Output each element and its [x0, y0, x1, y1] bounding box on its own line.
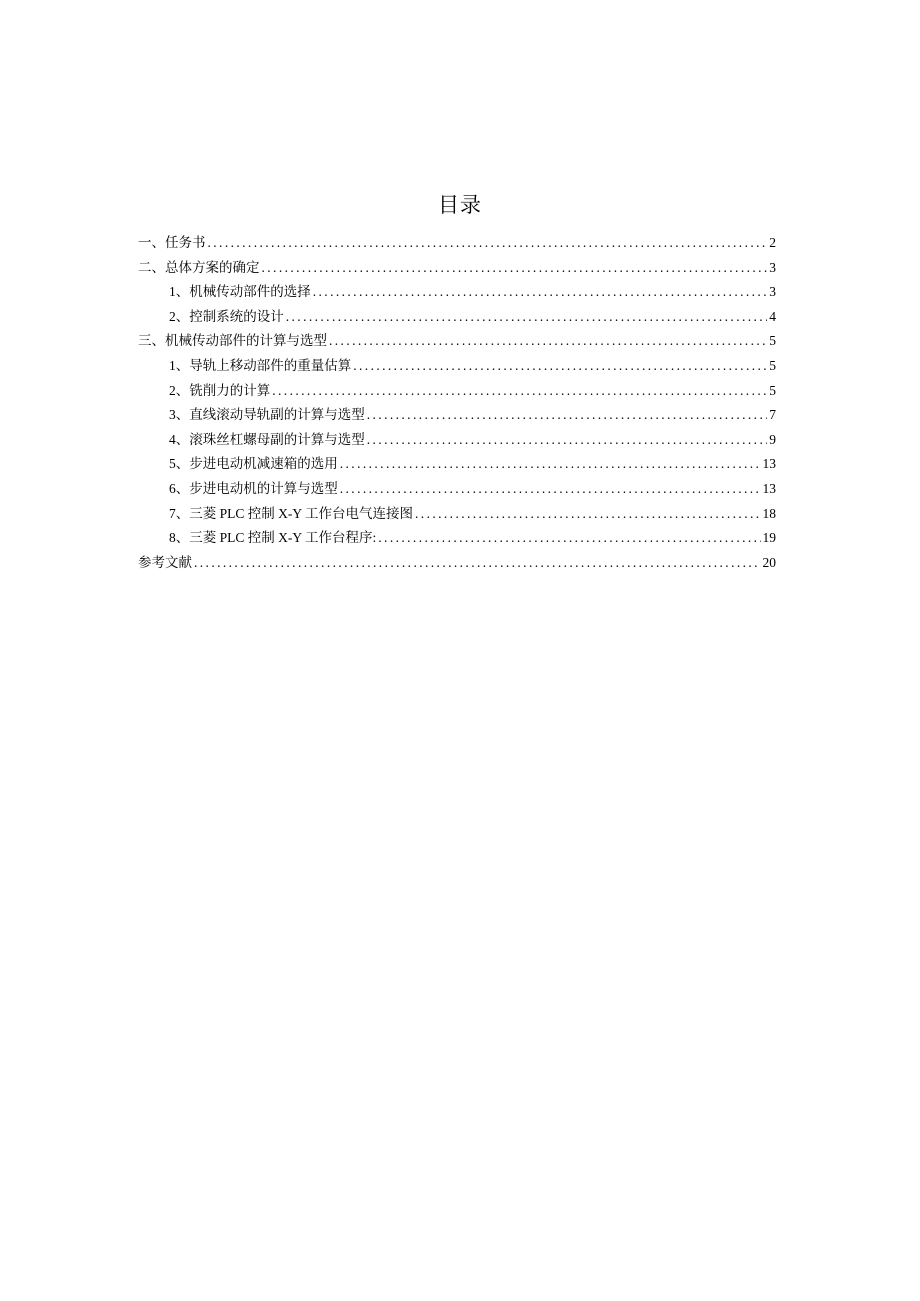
- toc-entry-page: 5: [769, 333, 776, 349]
- toc-dot-leader: [340, 478, 761, 500]
- toc-entry-label: 1、导轨上移动部件的重量估算: [169, 357, 352, 373]
- toc-dot-leader: [272, 380, 767, 402]
- toc-entry[interactable]: [138, 503, 776, 528]
- toc-entry[interactable]: [138, 478, 776, 503]
- toc-entry[interactable]: [138, 232, 776, 257]
- toc-entry-page: 5: [769, 357, 776, 373]
- toc-dot-leader: [286, 306, 768, 328]
- toc-entry-page: 3: [769, 284, 776, 300]
- toc-entry-label: 二、总体方案的确定: [138, 259, 260, 275]
- toc-entry[interactable]: [138, 355, 776, 380]
- toc-dot-leader: [378, 527, 760, 549]
- table-of-contents: [138, 232, 776, 576]
- toc-dot-leader: [208, 232, 768, 254]
- toc-entry-label: 三、机械传动部件的计算与选型: [138, 333, 327, 349]
- toc-entry-page: 19: [762, 530, 776, 546]
- toc-dot-leader: [367, 429, 768, 451]
- toc-entry-label: 3、直线滚动导轨副的计算与选型: [169, 407, 365, 423]
- toc-entry-page: 2: [769, 235, 776, 250]
- toc-entry-label: 一、任务书: [138, 235, 206, 250]
- toc-entry[interactable]: [138, 552, 776, 577]
- toc-dot-leader: [262, 257, 768, 279]
- toc-entry-label: 2、控制系统的设计: [169, 308, 284, 324]
- toc-entry-label: 6、步进电动机的计算与选型: [169, 480, 338, 496]
- toc-dot-leader: [353, 355, 767, 377]
- toc-entry-page: 13: [762, 456, 776, 472]
- toc-entry-page: 3: [769, 259, 776, 275]
- page-title: 目录: [438, 193, 482, 217]
- toc-entry-label: 5、步进电动机减速箱的选用: [169, 456, 338, 472]
- toc-entry[interactable]: [138, 330, 776, 355]
- toc-dot-leader: [415, 503, 760, 525]
- toc-entry-label: 8、三菱 PLC 控制 X-Y 工作台程序:: [169, 530, 377, 546]
- toc-entry-page: 13: [762, 480, 776, 496]
- toc-entry[interactable]: [138, 429, 776, 454]
- toc-entry[interactable]: [138, 257, 776, 282]
- toc-dot-leader: [367, 404, 768, 426]
- toc-entry-label: 4、滚珠丝杠螺母副的计算与选型: [169, 431, 365, 447]
- toc-entry-page: 4: [769, 308, 776, 324]
- toc-entry-page: 9: [769, 431, 776, 447]
- toc-dot-leader: [340, 453, 761, 475]
- toc-dot-leader: [313, 281, 768, 303]
- toc-entry-label: 7、三菱 PLC 控制 X-Y 工作台电气连接图: [169, 505, 414, 521]
- toc-entry[interactable]: [138, 306, 776, 331]
- toc-entry[interactable]: [138, 527, 776, 552]
- toc-dot-leader: [329, 330, 767, 352]
- toc-dot-leader: [194, 552, 761, 574]
- toc-entry-page: 18: [762, 505, 776, 521]
- toc-entry-page: 7: [769, 407, 776, 423]
- toc-entry-label: 参考文献: [138, 554, 192, 570]
- toc-entry[interactable]: [138, 404, 776, 429]
- toc-entry-page: 20: [762, 554, 776, 570]
- toc-entry-page: 5: [769, 382, 776, 398]
- toc-entry-label: 1、机械传动部件的选择: [169, 284, 311, 300]
- toc-entry-label: 2、铣削力的计算: [169, 382, 271, 398]
- toc-entry[interactable]: [138, 453, 776, 478]
- toc-entry[interactable]: [138, 380, 776, 405]
- toc-entry[interactable]: [138, 281, 776, 306]
